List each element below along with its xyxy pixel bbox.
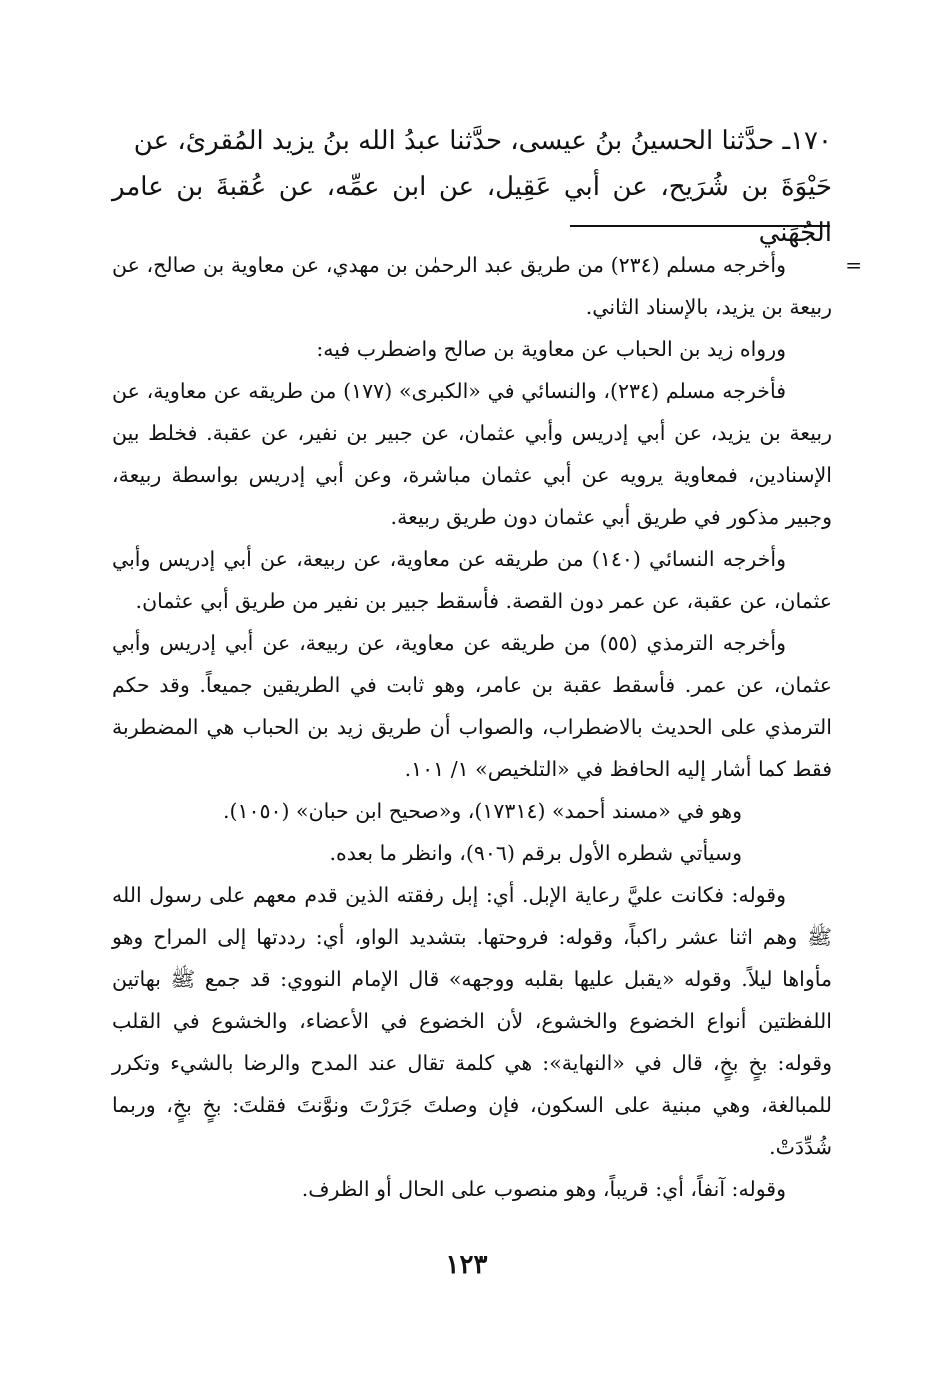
footnote-separator xyxy=(570,225,830,227)
hadith-text xyxy=(112,118,832,256)
footnote-paragraph: ورواه زيد بن الحباب عن معاوية بن صالح واضطرب فيه: xyxy=(316,337,786,361)
continuation-mark: = xyxy=(845,253,862,277)
footnote-paragraph: فأخرجه مسلم (٢٣٤)، والنسائي في «الكبرى» (١٧٧) من طريقه عن معاوية، عن ربيعة بن يزيد، عن أبي إدريس وأبي عثمان، عن جبير بن نفير، عن عقبة. فخلط بين الإسنادين، فمعاوية يرويه عن أبي عثمان مباشرة، وعن أبي إدريس بواسطة ربيعة، وجبير مذكور في طريق أبي عثمان دون طريق ربيعة. xyxy=(112,379,832,529)
footnote-paragraph: وقوله: آنفاً، أي: قريباً، وهو منصوب على الحال أو الظرف. xyxy=(301,1177,786,1201)
footnotes xyxy=(112,244,862,1210)
footnote-paragraph: وسيأتي شطره الأول برقم (٩٠٦)، وانظر ما بعده. xyxy=(329,841,742,865)
hadith-line: حَيْوَةَ بن شُرَيح، عن أبي عَقِيل، عن ابن عمِّه، عن عُقبةَ بن عامر الجُهَني xyxy=(112,172,832,248)
footnote-paragraph: وأخرجه مسلم (٢٣٤) من طريق عبد الرحمٰن بن مهدي، عن معاوية بن صالح، عن ربيعة بن يزيد، بالإسناد الثاني. xyxy=(112,253,832,319)
footnote-paragraph: وأخرجه النسائي (١٤٠) من طريقه عن معاوية، عن ربيعة، عن أبي إدريس وأبي عثمان، عن عقبة، عن عمر دون القصة. فأسقط جبير بن نفير من طريق أبي عثمان. xyxy=(112,547,832,613)
footnote-paragraph: وهو في «مسند أحمد» (١٧٣١٤)، و«صحيح ابن حبان» (١٠٥٠). xyxy=(222,799,742,823)
footnote-paragraph: وأخرجه الترمذي (٥٥) من طريقه عن معاوية، عن ربيعة، عن أبي إدريس وأبي عثمان، عن عمر. فأسقط عقبة بن عامر، وهو ثابت في الطريقين جميعاً. وقد حكم الترمذي على الحديث بالاضطراب، والصواب أن طريق زيد بن الحباب هي المضطربة فقط كما أشار إليه الحافظ في «التلخيص» ١/ ١٠١. xyxy=(112,631,832,781)
hadith-line: ١٧٠ـ حدَّثنا الحسينُ بنُ عيسى، حدَّثنا عبدُ الله بنُ يزيد المُقرئ، عن xyxy=(133,126,832,156)
footnote-paragraph: وقوله: فكانت عليَّ رعاية الإبل. أي: إبل رفقته الذين قدم معهم على رسول الله ﷺ وهم اثنا عشر راكباً، وقوله: فروحتها. بتشديد الواو، أي: رددتها إلى المراح وهو مأواها ليلاً. وقوله «يقبل عليها بقلبه ووجهه» قال الإمام النووي: قد جمع ﷺ بهاتين اللفظتين أنواع الخضوع والخشوع، لأن الخضوع في الأعضاء، والخشوع في القلب وقوله: بخٍ بخٍ، قال في «النهاية»: هي كلمة تقال عند المدح والرضا بالشيء وتكرر للمبالغة، وهي مبنية على السكون، فإن وصلتَ جَرَرْتَ ونوَّنتَ فقلتَ: بخٍ بخٍ، وربما شُدِّدَتْ. xyxy=(112,883,832,1159)
page-number: ١٢٣ xyxy=(445,1250,488,1280)
